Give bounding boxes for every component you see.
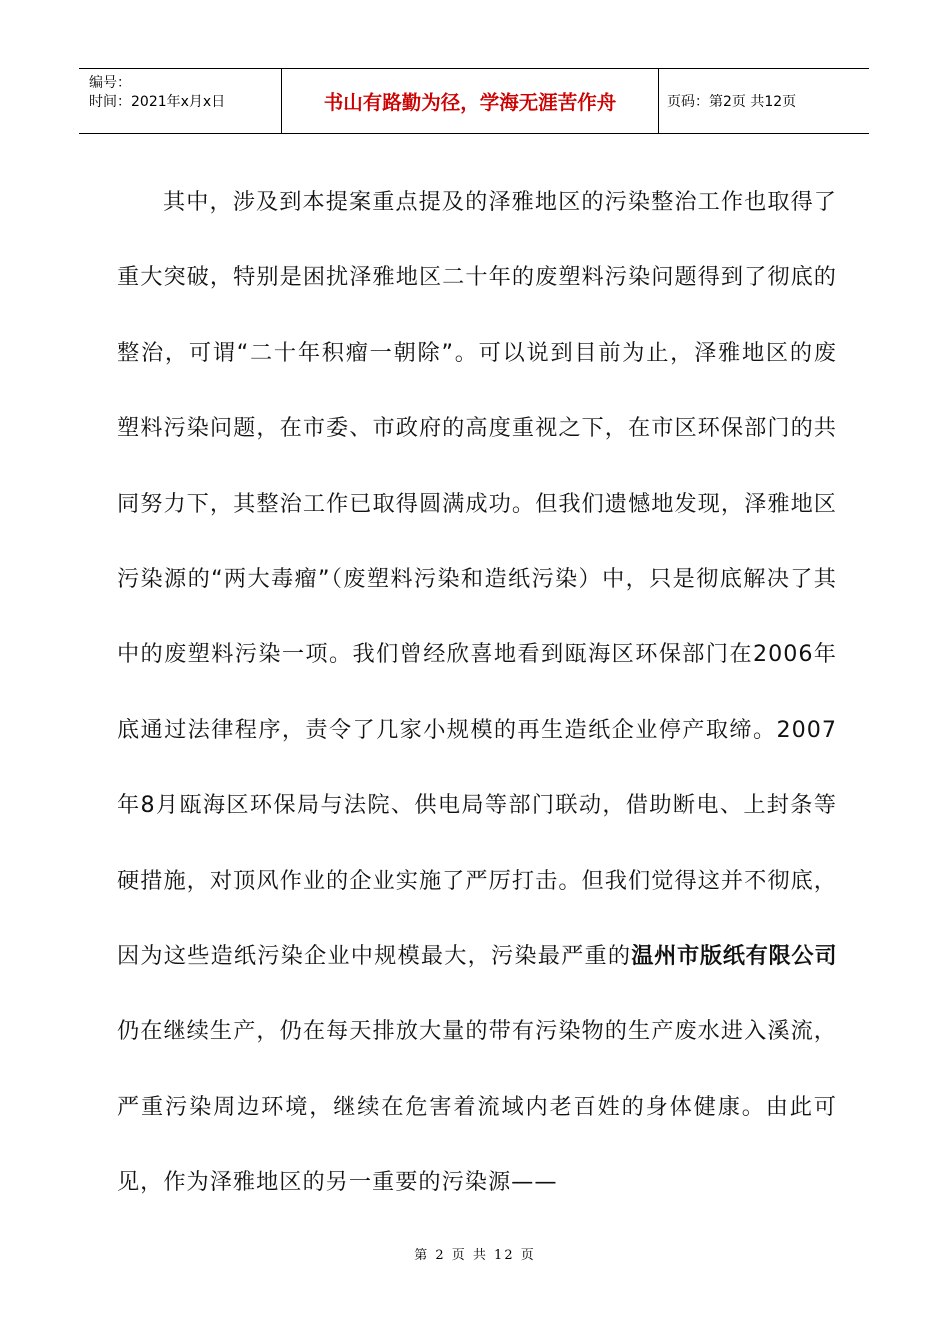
paragraph-text-after: 仍在继续生产，仍在每天排放大量的带有污染物的生产废水进入溪流，严重污染周边环境，继续在危害着流域内老百姓的身体健康。由此可见，作为泽雅地区的另一重要的污染源——: [117, 1018, 837, 1196]
header-page-info: 页码：第2页 共12页: [667, 94, 797, 110]
company-name: 温州市版纸有限公司: [631, 943, 838, 970]
header-motto: 书山有路勤为径，学海无涯苦作舟: [282, 69, 659, 133]
paragraph-text-before: 其中，涉及到本提案重点提及的泽雅地区的污染整治工作也取得了重大突破，特别是困扰泽雅地区二十年的废塑料污染问题得到了彻底的整治，可谓“二十年积瘤一朝除”。可以说到目前为止，泽雅地区的废塑料污染问题，在市委、市政府的高度重视之下，在市区环保部门的共同努力下，其整治工作已取得圆满成功。但我们遗憾地发现，泽雅地区污染源的“两大毒瘤”（废塑料污染和造纸污染）中，只是彻底解决了其中的废塑料污染一项。我们曾经欣喜地看到瓯海区环保部门在2006年底通过法律程序，责令了几家小规模的再生造纸企业停产取缔。2007年8月瓯海区环保局与法院、供电局等部门联动，借助断电、上封条等硬措施，对顶风作业的企业实施了严厉打击。但我们觉得这并不彻底，因为这些造纸污染企业中规模最大，污染最严重的: [117, 189, 837, 970]
number-label: 编号：: [89, 75, 131, 91]
header-meta-cell: [79, 69, 282, 133]
header-table: [79, 68, 869, 134]
page-footer: 第 2 页 共 12 页: [414, 1248, 536, 1263]
time-label: 时间：2021年x月x日: [89, 94, 226, 110]
body-paragraph: [117, 165, 837, 1221]
